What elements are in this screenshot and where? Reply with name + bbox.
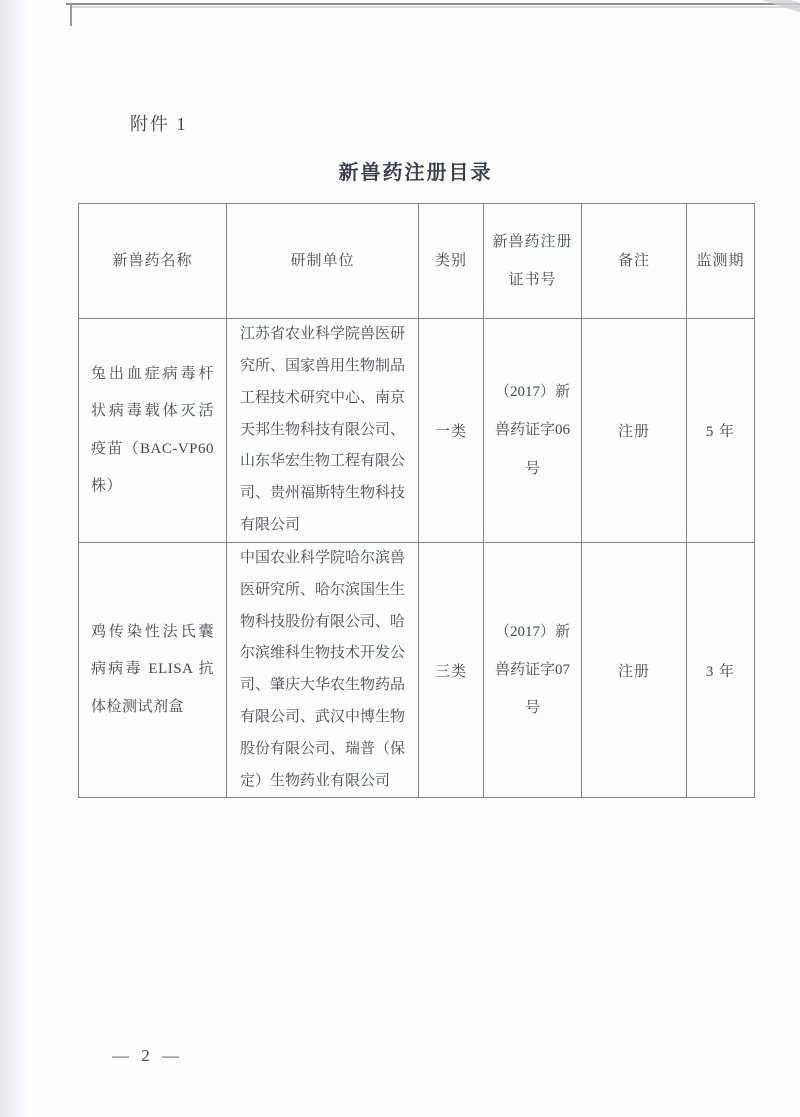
cell-category: 三类 — [419, 543, 484, 798]
col-header-drug-name: 新兽药名称 — [79, 204, 227, 319]
cell-drug-name: 兔出血症病毒杆状病毒载体灭活疫苗（BAC-VP60 株） — [79, 319, 227, 543]
col-header-developer: 研制单位 — [227, 204, 419, 319]
cell-developer: 中国农业科学院哈尔滨兽医研究所、哈尔滨国生生物科技股份有限公司、哈尔滨维科生物技术开发公司、肇庆大华农生物药品有限公司、武汉中博生物股份有限公司、瑞普（保定）生物药业有限公司 — [227, 543, 419, 798]
col-header-certificate-no: 新兽药注册证书号 — [484, 204, 582, 319]
page-number: — 2 — — [112, 1046, 183, 1065]
cell-drug-name: 鸡传染性法氏囊病病毒 ELISA 抗体检测试剂盒 — [79, 543, 227, 798]
cell-monitoring-period: 5 年 — [687, 319, 755, 543]
scan-edge-corner-tick — [70, 4, 72, 26]
cell-monitoring-period: 3 年 — [687, 543, 755, 798]
cell-category: 一类 — [419, 319, 484, 543]
cell-developer: 江苏省农业科学院兽医研究所、国家兽用生物制品工程技术研究中心、南京天邦生物科技有限公司、山东华宏生物工程有限公司、贵州福斯特生物科技有限公司 — [227, 319, 419, 543]
document-title: 新兽药注册目录 — [338, 162, 493, 184]
registration-table — [78, 203, 755, 798]
table-header-row — [79, 204, 755, 319]
table-row — [79, 543, 755, 798]
cell-remark: 注册 — [582, 543, 687, 798]
cell-certificate-no: （2017）新兽药证字06号 — [484, 319, 582, 543]
cell-remark: 注册 — [582, 319, 687, 543]
scan-edge-left — [0, 0, 30, 1117]
scan-edge-top-shadow — [70, 6, 800, 8]
cell-certificate-no: （2017）新兽药证字07号 — [484, 543, 582, 798]
attachment-label: 附件 1 — [130, 114, 188, 134]
col-header-monitoring-period: 监测期 — [687, 204, 755, 319]
col-header-remark: 备注 — [582, 204, 687, 319]
col-header-category: 类别 — [419, 204, 484, 319]
table-row — [79, 319, 755, 543]
scan-edge-top-line — [66, 3, 800, 5]
